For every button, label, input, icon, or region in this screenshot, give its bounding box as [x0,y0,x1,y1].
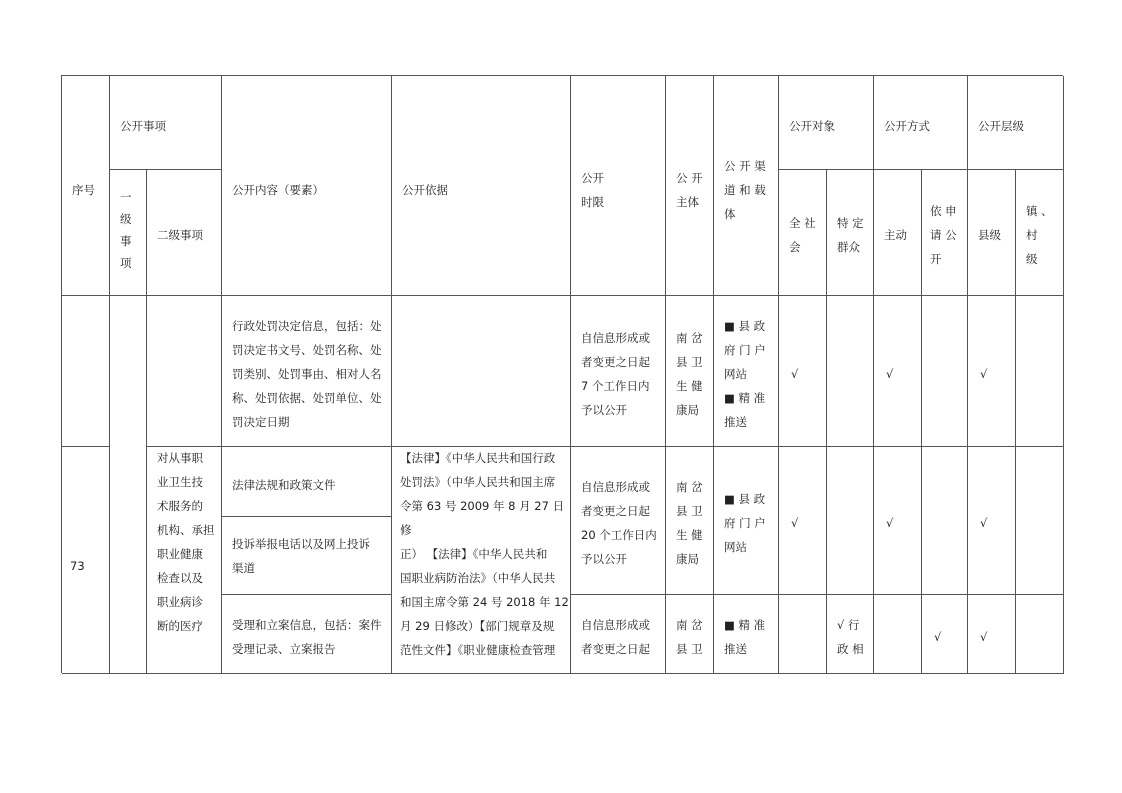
r4-method-apply-cell [922,595,968,674]
seq-73: 73 [70,559,85,573]
r2-subject: 南 岔 县 卫 生 健 康局 [676,480,703,566]
header-content-cell [222,76,392,296]
header-seq-cell [62,76,110,296]
header-public-item-cell [110,76,222,170]
r1-channel-cell [714,296,779,447]
r4-check-county: √ [980,630,988,644]
header-target-specific: 特 定 群众 [837,216,864,254]
header-level: 公开层级 [978,119,1024,133]
header-level-town: 镇 、 村 级 [1026,204,1053,266]
header-time-limit-cell [571,76,666,296]
header-level-county: 县级 [978,228,1001,242]
header-basis-cell [392,76,571,296]
r3-content: 投诉举报电话以及网上投诉 渠道 [232,537,370,575]
r2-content: 法律法规和政策文件 [232,478,336,492]
r2-check-county: √ [980,516,988,530]
r3-content-cell [222,517,392,595]
header-target-specific-cell [827,170,874,296]
r4-content: 受理和立案信息，包括：案件 受理记录、立案报告 [232,618,382,656]
header-method-active-cell [874,170,922,296]
r1-basis-cell [392,296,571,447]
seq-73-cell [62,447,110,674]
r4-level-county-cell [968,595,1016,674]
header-basis: 公开依据 [402,183,448,197]
r1-target-all-cell [779,296,827,447]
r2-time-limit: 自信息形成或 者变更之日起 20 个工作日内 予以公开 [581,480,657,566]
header-content: 公开内容（要素） [232,183,324,197]
r4-level-town-cell [1016,595,1064,674]
header-method: 公开方式 [884,119,930,133]
header-level1: 一 级 事 项 [120,190,132,270]
header-subject: 公 开 主体 [676,171,703,209]
basis-cell [392,447,571,674]
r1-method-apply-cell [922,296,968,447]
r2-check-all: √ [791,516,799,530]
r2-channel: ■ 县 政 府 门 户 网站 [724,492,766,554]
header-target: 公开对象 [789,119,835,133]
r4-target-all-cell [779,595,827,674]
r2-subject-cell [666,447,714,595]
r1-level-county-cell [968,296,1016,447]
header-seq: 序号 [72,183,95,197]
header-channel: 公 开 渠 道 和 载 体 [724,159,766,221]
r1-content: 行政处罚决定信息，包括：处 罚决定书文号、处罚名称、处 罚类别、处罚事由、相对人名 称、处罚依据、处罚单位、处 罚决定日期 [232,319,382,429]
header-method-cell [874,76,968,170]
r1-check-active: √ [886,367,894,381]
header-target-all: 全 社 会 [789,216,816,254]
header-public-item: 公开事项 [120,119,166,133]
r4-target-specific-cell [827,595,874,674]
r1-method-active-cell [874,296,922,447]
header-method-active: 主动 [884,228,907,242]
r1-subject: 南 岔 县 卫 生 健 康局 [676,331,703,417]
r1-content-cell [222,296,392,447]
r1-item2-cell [147,296,222,447]
r1-target-specific-cell [827,296,874,447]
header-channel-cell [714,76,779,296]
r4-time-limit-cell [571,595,666,674]
r4-time-limit: 自信息形成或 者变更之日起 [581,618,650,656]
header-method-apply: 依 申 请 公 开 [930,204,957,266]
r1-time-limit: 自信息形成或 者变更之日起 7 个工作日内 予以公开 [581,331,650,417]
disclosure-table [61,75,1063,673]
header-target-all-cell [779,170,827,296]
r1-check-all: √ [791,367,799,381]
r1-level-town-cell [1016,296,1064,447]
level1-merged-cell [110,296,147,674]
r1-seq-cell [62,296,110,447]
r2-level-town-cell [1016,447,1064,595]
r4-subject: 南 岔 县 卫 [676,618,703,656]
header-level1-cell [110,170,147,296]
r4-method-active-cell [874,595,922,674]
header-target-cell [779,76,874,170]
r4-content-cell [222,595,392,674]
header-level2-cell [147,170,222,296]
r2-time-limit-cell [571,447,666,595]
r1-subject-cell [666,296,714,447]
r1-check-county: √ [980,367,988,381]
header-method-apply-cell [922,170,968,296]
r4-check-specific: √ 行 政 相 [837,618,864,656]
item2-cell [147,447,222,674]
r2-target-specific-cell [827,447,874,595]
header-time-limit: 公开 时限 [581,171,604,209]
r2-check-active: √ [886,516,894,530]
r2-method-active-cell [874,447,922,595]
item2-text: 对从事职 业卫生技 术服务的 机构、承担 职业健康 检查以及 职业病诊 断的医疗 [157,451,215,633]
r2-target-all-cell [779,447,827,595]
r2-method-apply-cell [922,447,968,595]
r4-channel-cell [714,595,779,674]
r2-level-county-cell [968,447,1016,595]
r4-check-apply: √ [934,630,942,644]
r1-time-limit-cell [571,296,666,447]
header-subject-cell [666,76,714,296]
r4-subject-cell [666,595,714,674]
basis-text: 【法律】《中华人民共和国行政 处罚法》（中华人民共和国主席 令第 63 号 2009 年 8 月 27 日修 正） 【法律】《中华人民共和 国职业病防治法》（中华人民共 和国主席令第 24 号 2018 年 12 月 29 日修改）【部门规章及规 范性文件】《职业健康检查管理 [400,451,569,657]
r4-channel: ■ 精 准 推送 [724,618,766,656]
header-level-cell [968,76,1064,170]
header-level2: 二级事项 [157,228,203,242]
r2-channel-cell [714,447,779,595]
header-level-county-cell [968,170,1016,296]
r1-channel: ■ 县 政 府 门 户 网站 ■ 精 准 推送 [724,319,766,429]
r2-content-cell [222,447,392,517]
header-level-town-cell [1016,170,1064,296]
